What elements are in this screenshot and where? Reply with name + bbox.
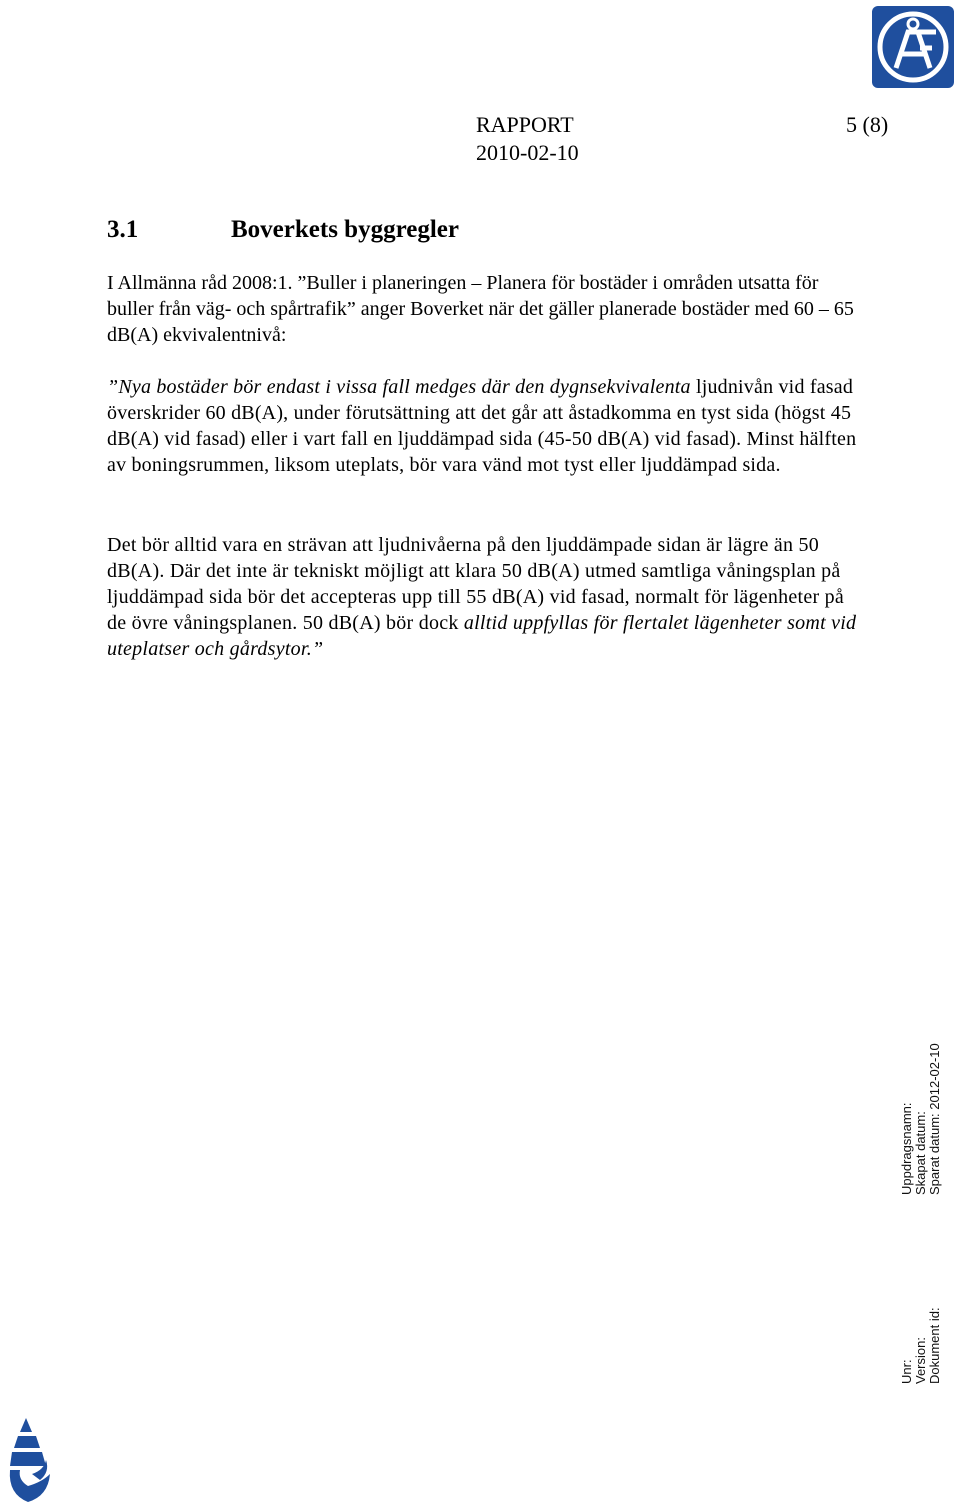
section-heading <box>107 216 459 244</box>
shell-logo-icon <box>6 1414 54 1506</box>
sidebar-meta-bottom <box>900 1307 942 1384</box>
meta-dokument-id: Dokument id: <box>927 1307 942 1384</box>
meta-skapat-datum: Skapat datum: <box>913 1111 928 1195</box>
af-logo-icon <box>872 6 954 88</box>
meta-uppdragsnamn: Uppdragsnamn: <box>899 1102 914 1195</box>
section-title: Boverkets byggregler <box>231 216 459 243</box>
closing-italic-text: alltid uppfyllas för flertalet lägenheter somt vid uteplatser och gårdsytor.” <box>107 612 857 660</box>
report-label: RAPPORT <box>476 112 574 137</box>
meta-unr: Unr: <box>899 1359 914 1384</box>
quote-italic-text: ”Nya bostäder bör endast i vissa fall medges där den dygnsekvivalenta <box>107 376 691 398</box>
meta-sparat-datum: Sparat datum: 2012-02-10 <box>927 1043 942 1195</box>
closing-paragraph <box>107 532 867 662</box>
intro-paragraph: I Allmänna råd 2008:1. ”Buller i planeringen – Planera för bostäder i områden utsatta för buller från väg- och spårtrafik” anger Boverket när det gäller planerade bostäder med 60 – 65 dB(A) ekvivalentnivå: <box>107 272 854 346</box>
quote-paragraph <box>107 374 867 478</box>
closing-text: Det bör alltid vara en strävan att ljudnivåerna på den ljuddämpade sidan är lägre än 50 dB(A). Där det inte är tekniskt möjligt att klara 50 dB(A) utmed samtliga våningsplan på ljuddämpad sida bör det accepteras upp till 55 dB(A) vid fasad, normalt för lägenheter på de övre våningsplanen. 50 dB(A) bör dock <box>107 534 845 634</box>
page-number: 5 (8) <box>846 112 889 137</box>
report-date: 2010-02-10 <box>476 140 579 165</box>
quote-text: ljudnivån vid fasad överskrider 60 dB(A), under förutsättning att det går att åstadkomma en tyst sida (högst 45 dB(A) vid fasad) eller i vart fall en ljuddämpad sida (45-50 dB(A) vid fasad). Minst hälften av boningsrummen, liksom uteplats, bör vara vänd mot tyst eller ljuddämpad sida. <box>107 376 857 476</box>
sidebar-meta-top <box>900 1043 942 1195</box>
section-number: 3.1 <box>107 216 139 243</box>
meta-version: Version: <box>913 1337 928 1384</box>
